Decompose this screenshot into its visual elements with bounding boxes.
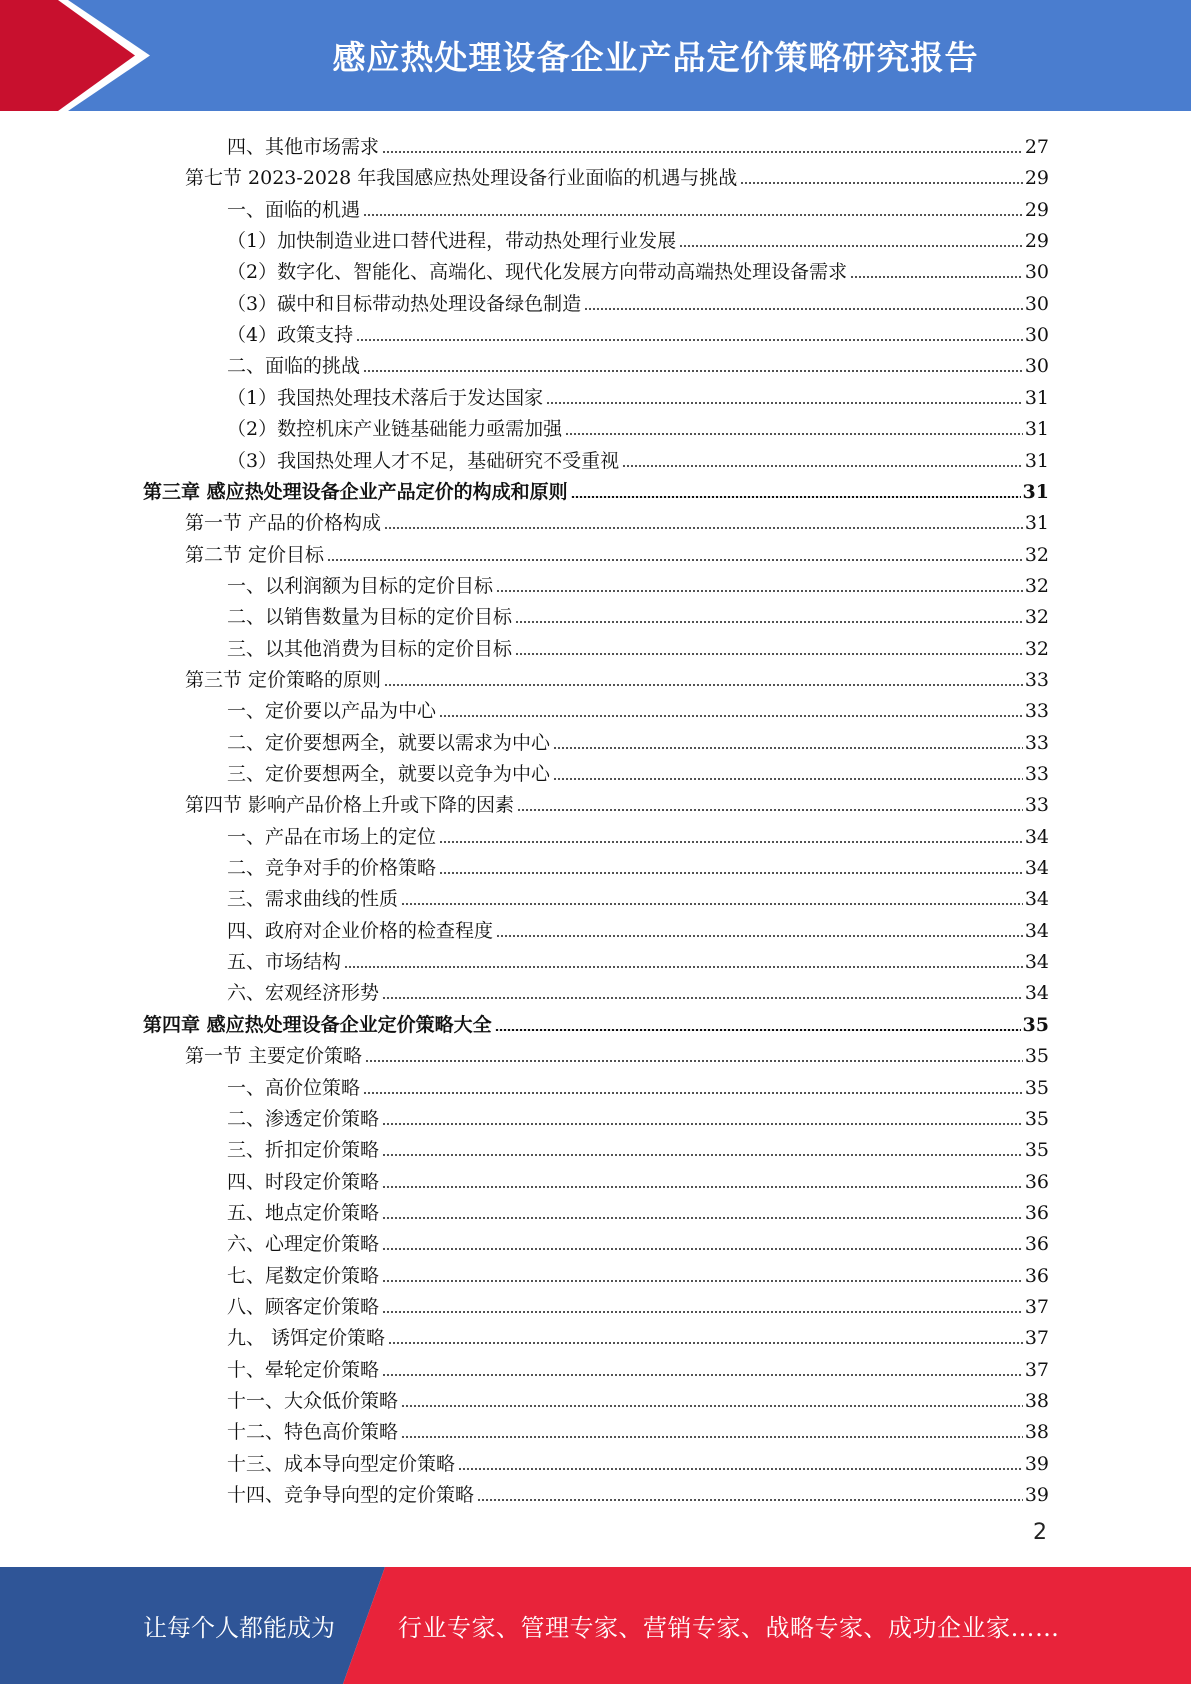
toc-dot-leader xyxy=(546,402,1023,404)
footer-slogan-right: 行业专家、管理专家、营销专家、战略专家、成功企业家…… xyxy=(398,1614,1060,1642)
toc-entry[interactable] xyxy=(227,1099,1049,1130)
toc-dot-leader xyxy=(740,182,1023,184)
toc-entry[interactable] xyxy=(227,1130,1049,1161)
toc-dot-leader xyxy=(565,433,1023,435)
toc-entry-title: 一、产品在市场上的定位 xyxy=(227,825,437,848)
toc-dot-leader xyxy=(382,1186,1023,1188)
toc-dot-leader xyxy=(571,496,1021,498)
toc-dot-leader xyxy=(401,1436,1023,1438)
toc-entry[interactable] xyxy=(185,1036,1049,1067)
toc-entry[interactable] xyxy=(227,1287,1049,1318)
toc-entry[interactable] xyxy=(227,441,1049,472)
toc-dot-leader xyxy=(401,903,1023,905)
toc-entry[interactable] xyxy=(227,691,1049,722)
toc-dot-leader xyxy=(622,465,1023,467)
toc-entry[interactable] xyxy=(227,1193,1049,1224)
toc-entry[interactable] xyxy=(227,1256,1049,1287)
toc-entry[interactable] xyxy=(227,879,1049,910)
toc-entry-title: 五、市场结构 xyxy=(227,951,342,974)
toc-entry-page: 29 xyxy=(1024,230,1049,253)
toc-entry-page: 33 xyxy=(1024,731,1049,754)
toc-entry-title: 五、地点定价策略 xyxy=(227,1201,380,1224)
toc-dot-leader xyxy=(382,1217,1023,1219)
toc-entry[interactable] xyxy=(227,1350,1049,1381)
toc-dot-leader xyxy=(439,715,1023,717)
toc-entry-title: 第四章 感应热处理设备企业定价策略大全 xyxy=(143,1013,492,1036)
footer-slogan-left: 让每个人都能成为 xyxy=(143,1614,335,1642)
toc-entry-title: （4）政策支持 xyxy=(227,324,354,347)
toc-entry-page: 32 xyxy=(1024,637,1049,660)
toc-entry-title: 三、定价要想两全，就要以竞争为中心 xyxy=(227,763,551,785)
toc-entry[interactable] xyxy=(227,1162,1049,1193)
toc-entry-title: （2）数字化、智能化、高端化、现代化发展方向带动高端热处理设备需求 xyxy=(227,261,848,284)
toc-entry[interactable] xyxy=(227,1444,1049,1475)
toc-dot-leader xyxy=(356,339,1023,341)
toc-entry-page: 35 xyxy=(1024,1076,1049,1099)
toc-entry[interactable] xyxy=(227,346,1049,377)
toc-entry-title: （3）碳中和目标带动热处理设备绿色制造 xyxy=(227,292,582,315)
toc-dot-leader xyxy=(458,1468,1023,1470)
toc-entry-page: 34 xyxy=(1024,951,1049,974)
toc-entry-page: 35 xyxy=(1024,1045,1049,1068)
toc-entry-title: 二、竞争对手的价格策略 xyxy=(227,857,437,880)
toc-entry[interactable] xyxy=(227,629,1049,660)
toc-entry-page: 38 xyxy=(1024,1390,1049,1412)
toc-entry-title: 十、晕轮定价策略 xyxy=(227,1358,380,1381)
toc-entry-page: 30 xyxy=(1024,261,1049,284)
toc-entry[interactable] xyxy=(227,1412,1049,1443)
toc-dot-leader xyxy=(496,935,1023,937)
toc-entry-page: 34 xyxy=(1024,888,1049,911)
toc-entry-title: 六、心理定价策略 xyxy=(227,1233,380,1256)
toc-entry-page: 38 xyxy=(1024,1421,1049,1444)
toc-entry[interactable] xyxy=(227,1381,1049,1412)
toc-entry-page: 36 xyxy=(1024,1233,1049,1256)
toc-entry-title: 第四节 影响产品价格上升或下降的因素 xyxy=(185,794,515,817)
toc-entry-page: 34 xyxy=(1024,919,1049,942)
toc-dot-leader xyxy=(439,872,1023,874)
toc-dot-leader xyxy=(363,370,1023,372)
footer-banner xyxy=(0,1567,1191,1684)
toc-dot-leader xyxy=(382,997,1023,999)
toc-dot-leader xyxy=(477,1499,1023,1501)
toc-entry-page: 39 xyxy=(1024,1484,1049,1507)
toc-entry[interactable] xyxy=(227,378,1049,409)
header-arrow-logo xyxy=(0,0,160,111)
toc-entry-page: 39 xyxy=(1024,1452,1049,1475)
toc-entry-page: 32 xyxy=(1024,543,1049,566)
toc-entry-title: 六、宏观经济形势 xyxy=(227,982,380,1005)
toc-entry-title: 第一节 主要定价策略 xyxy=(185,1045,363,1068)
toc-dot-leader xyxy=(439,841,1023,843)
page-number: 2 xyxy=(1033,1520,1047,1545)
toc-entry[interactable] xyxy=(227,284,1049,315)
toc-entry-page: 33 xyxy=(1024,668,1049,691)
toc-entry-title: 十四、竞争导向型的定价策略 xyxy=(227,1484,475,1507)
toc-entry-page: 27 xyxy=(1024,136,1049,158)
toc-entry-page: 36 xyxy=(1024,1201,1049,1224)
toc-dot-leader xyxy=(382,1248,1023,1250)
toc-entry[interactable] xyxy=(227,252,1049,283)
toc-entry-page: 34 xyxy=(1024,982,1049,1005)
toc-entry[interactable] xyxy=(143,1005,1049,1036)
report-header xyxy=(0,0,1191,111)
toc-entry[interactable] xyxy=(227,409,1049,440)
toc-dot-leader xyxy=(401,1405,1023,1407)
toc-dot-leader xyxy=(553,778,1023,780)
toc-dot-leader xyxy=(382,1280,1023,1282)
toc-entry-title: 第三节 定价策略的原则 xyxy=(185,668,382,691)
toc-dot-leader xyxy=(495,1029,1021,1031)
toc-dot-leader xyxy=(365,1060,1023,1062)
toc-dot-leader xyxy=(515,621,1023,623)
toc-entry-title: 二、以销售数量为目标的定价目标 xyxy=(227,606,513,629)
toc-entry-page: 31 xyxy=(1024,418,1049,441)
toc-entry-title: 第一节 产品的价格构成 xyxy=(185,512,382,535)
toc-entry-title: （2）数控机床产业链基础能力亟需加强 xyxy=(227,418,563,441)
toc-entry-page: 31 xyxy=(1022,480,1049,503)
toc-entry-title: 二、定价要想两全，就要以需求为中心 xyxy=(227,731,551,754)
toc-dot-leader xyxy=(584,308,1023,310)
toc-entry-title: 四、政府对企业价格的检查程度 xyxy=(227,919,494,942)
toc-dot-leader xyxy=(850,276,1023,278)
toc-entry[interactable] xyxy=(227,127,1049,158)
toc-entry-page: 30 xyxy=(1024,355,1049,378)
toc-entry[interactable] xyxy=(185,503,1049,534)
toc-dot-leader xyxy=(382,151,1023,153)
toc-dot-leader xyxy=(384,527,1023,529)
toc-entry-title: 三、折扣定价策略 xyxy=(227,1139,380,1162)
toc-dot-leader xyxy=(384,684,1023,686)
toc-entry-page: 37 xyxy=(1024,1358,1049,1381)
toc-entry[interactable] xyxy=(143,472,1049,503)
toc-entry-title: 十二、特色高价策略 xyxy=(227,1421,399,1444)
toc-entry-page: 37 xyxy=(1024,1295,1049,1318)
toc-entry-page: 33 xyxy=(1024,763,1049,785)
toc-dot-leader xyxy=(388,1342,1023,1344)
toc-entry-title: （1）加快制造业进口替代进程，带动热处理行业发展 xyxy=(227,230,677,253)
toc-dot-leader xyxy=(382,1311,1023,1313)
toc-entry[interactable] xyxy=(227,566,1049,597)
toc-entry-title: 第二节 定价目标 xyxy=(185,543,325,566)
toc-entry-title: 第三章 感应热处理设备企业产品定价的构成和原则 xyxy=(143,480,568,503)
toc-dot-leader xyxy=(344,966,1023,968)
toc-entry-page: 34 xyxy=(1024,825,1049,848)
toc-entry-page: 32 xyxy=(1024,606,1049,629)
toc-entry-page: 32 xyxy=(1024,574,1049,597)
toc-entry[interactable] xyxy=(185,660,1049,691)
toc-dot-leader xyxy=(553,747,1023,749)
toc-entry[interactable] xyxy=(227,315,1049,346)
toc-dot-leader xyxy=(496,590,1023,592)
toc-entry[interactable] xyxy=(227,1224,1049,1255)
toc-entry-page: 30 xyxy=(1024,292,1049,315)
toc-dot-leader xyxy=(517,809,1023,811)
toc-dot-leader xyxy=(382,1374,1023,1376)
toc-entry-title: 一、高价位策略 xyxy=(227,1076,361,1099)
toc-entry[interactable] xyxy=(227,190,1049,221)
toc-entry[interactable] xyxy=(227,723,1049,754)
toc-entry-title: 一、以利润额为目标的定价目标 xyxy=(227,574,494,597)
toc-entry-page: 35 xyxy=(1022,1013,1049,1036)
toc-entry-title: （1）我国热处理技术落后于发达国家 xyxy=(227,386,544,409)
toc-entry-page: 33 xyxy=(1024,794,1049,817)
toc-entry-title: 七、尾数定价策略 xyxy=(227,1264,380,1287)
toc-entry-title: 十三、成本导向型定价策略 xyxy=(227,1452,456,1475)
toc-entry[interactable] xyxy=(227,597,1049,628)
toc-entry-page: 31 xyxy=(1024,386,1049,409)
toc-dot-leader xyxy=(679,245,1023,247)
toc-entry[interactable] xyxy=(185,535,1049,566)
toc-entry[interactable] xyxy=(227,973,1049,1004)
toc-entry[interactable] xyxy=(227,942,1049,973)
toc-entry[interactable] xyxy=(185,158,1049,189)
toc-entry-title: 四、其他市场需求 xyxy=(227,136,380,158)
toc-entry-title: 三、以其他消费为目标的定价目标 xyxy=(227,637,513,660)
toc-dot-leader xyxy=(327,559,1023,561)
toc-entry-title: 九、 诱饵定价策略 xyxy=(227,1327,386,1350)
toc-dot-leader xyxy=(382,1123,1023,1125)
toc-entry-page: 31 xyxy=(1024,512,1049,535)
toc-entry-title: （3）我国热处理人才不足，基础研究不受重视 xyxy=(227,449,620,472)
toc-entry-title: 一、面临的机遇 xyxy=(227,198,361,221)
toc-entry-title: 第七节 2023-2028 年我国感应热处理设备行业面临的机遇与挑战 xyxy=(185,167,738,190)
toc-dot-leader xyxy=(363,214,1023,216)
toc-entry-title: 十一、大众低价策略 xyxy=(227,1390,399,1412)
toc-entry[interactable] xyxy=(227,848,1049,879)
toc-entry-page: 37 xyxy=(1024,1327,1049,1350)
toc-entry[interactable] xyxy=(227,1475,1049,1506)
toc-entry-page: 36 xyxy=(1024,1170,1049,1193)
toc-entry-title: 三、需求曲线的性质 xyxy=(227,888,399,911)
toc-entry[interactable] xyxy=(227,754,1049,785)
toc-entry-page: 35 xyxy=(1024,1139,1049,1162)
toc-entry-page: 36 xyxy=(1024,1264,1049,1287)
toc-entry-page: 33 xyxy=(1024,700,1049,723)
toc-entry-page: 31 xyxy=(1024,449,1049,472)
toc-entry-title: 二、渗透定价策略 xyxy=(227,1107,380,1130)
toc-entry-page: 34 xyxy=(1024,857,1049,880)
toc-entry[interactable] xyxy=(227,1068,1049,1099)
toc-entry[interactable] xyxy=(227,817,1049,848)
toc-entry-title: 二、面临的挑战 xyxy=(227,355,361,378)
toc-dot-leader xyxy=(382,1154,1023,1156)
toc-entry-page: 35 xyxy=(1024,1107,1049,1130)
toc-dot-leader xyxy=(363,1092,1023,1094)
report-title: 感应热处理设备企业产品定价策略研究报告 xyxy=(332,38,979,77)
toc-entry[interactable] xyxy=(227,221,1049,252)
toc-entry-title: 四、时段定价策略 xyxy=(227,1170,380,1193)
toc-entry-page: 30 xyxy=(1024,324,1049,347)
toc-entry-title: 一、定价要以产品为中心 xyxy=(227,700,437,723)
toc-entry[interactable] xyxy=(227,1318,1049,1349)
toc-entry-page: 29 xyxy=(1024,167,1049,190)
toc-dot-leader xyxy=(515,653,1023,655)
toc-entry[interactable] xyxy=(185,785,1049,816)
toc-entry[interactable] xyxy=(227,911,1049,942)
toc-entry-title: 八、顾客定价策略 xyxy=(227,1295,380,1318)
toc-entry-page: 29 xyxy=(1024,198,1049,221)
